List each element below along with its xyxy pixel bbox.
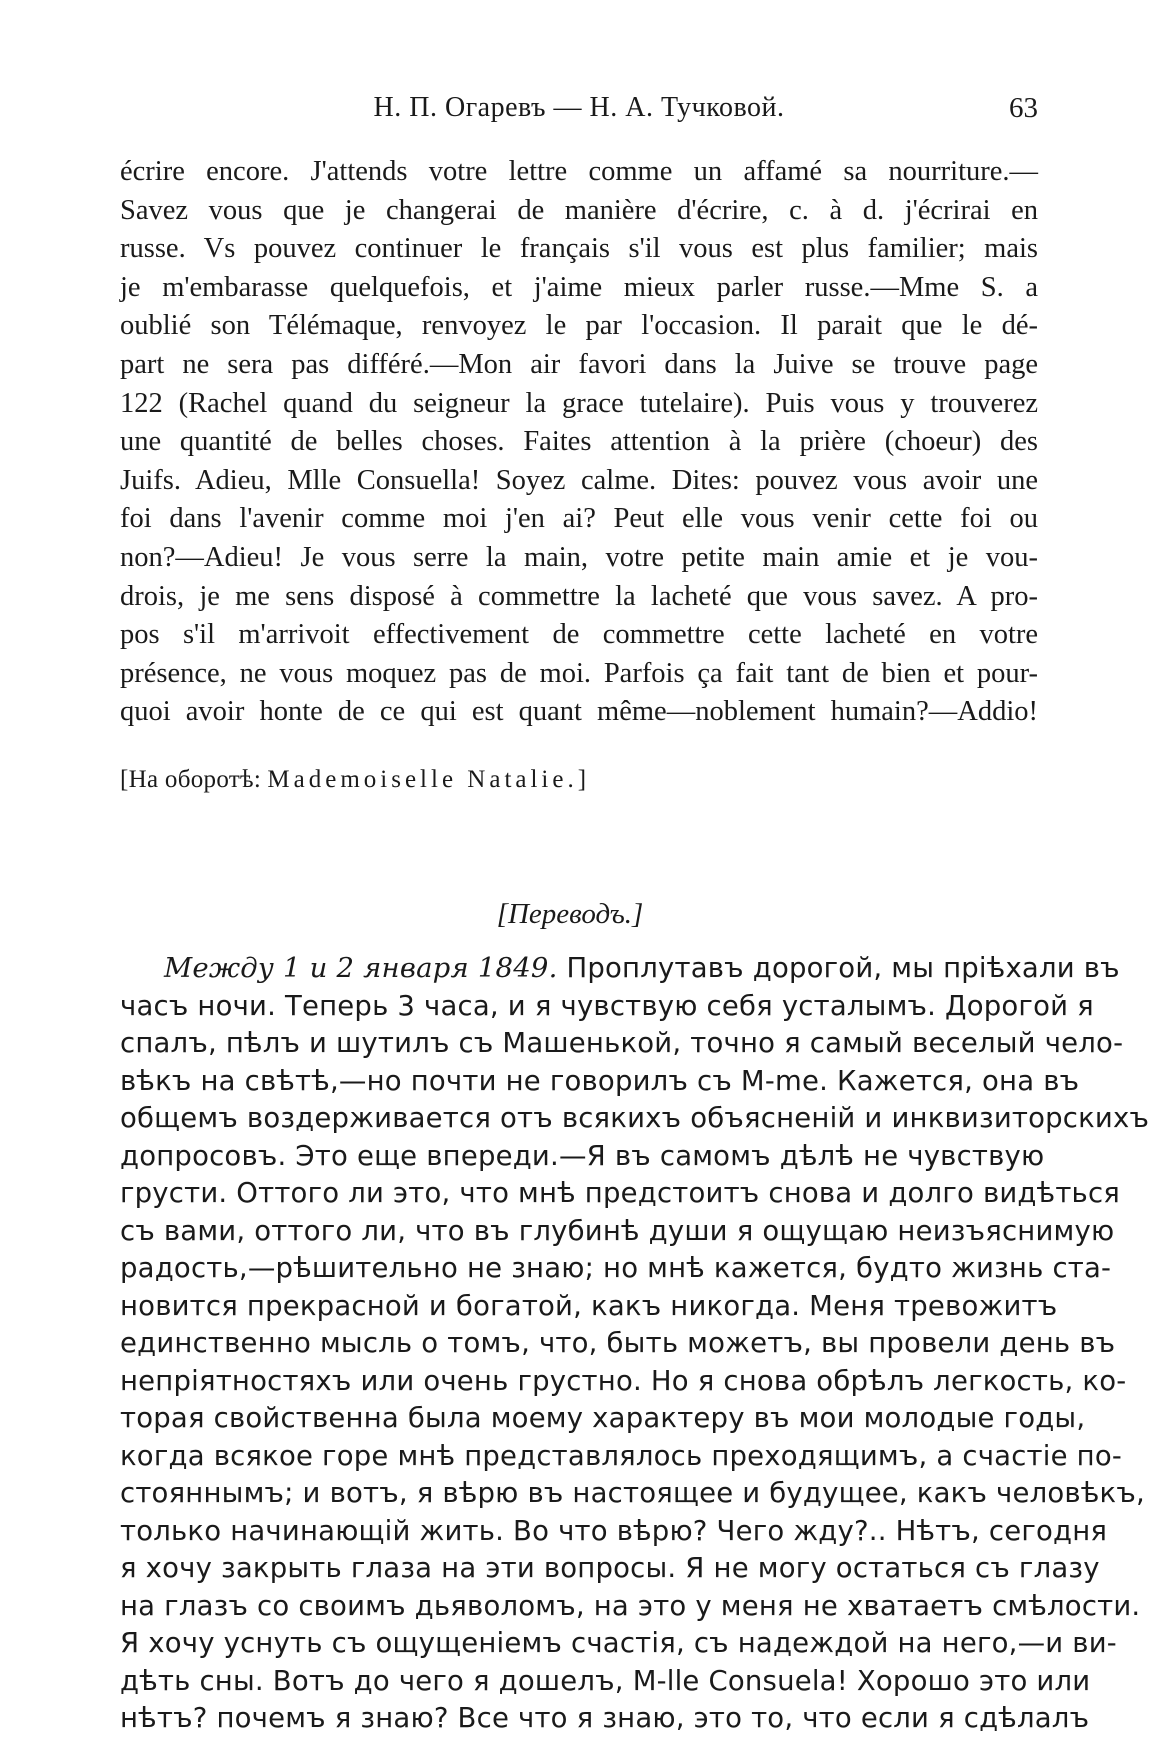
text-line: стояннымъ; и вотъ, я вѣрю въ настоящее и будущее, какъ человѣкъ, (120, 1477, 1145, 1509)
text-line: foi dans l'avenir comme moi j'en ai? Peut elle vous venir cette foi ou (120, 503, 1038, 535)
text-line: когда всякое горе мнѣ представлялось преходящимъ, а счастіе по- (120, 1439, 1122, 1472)
text-line: грусти. Оттого ли это, что мнѣ предстоитъ снова и долго видѣться (120, 1177, 1121, 1209)
text-line: нѣтъ? почемъ я знаю? Все что я знаю, это то, что если я сдѣлалъ (120, 1702, 1090, 1734)
text-line: Savez vous que je changerai de manière d'écrire, c. à d. j'écrirai en (120, 194, 1038, 226)
text-line: вѣкъ на свѣтѣ,—но почти не говорилъ съ M-me. Кажется, она въ (120, 1064, 1080, 1097)
text-line: présence, ne vous moquez pas de moi. Parfois ça fait tant de bien et pour- (120, 657, 1038, 689)
text-line: дѣть сны. Вотъ до чего я дошелъ, M-lle Consuela! Хорошо это или (120, 1664, 1091, 1697)
letter-date: Между 1 и 2 января 1849. (164, 952, 558, 984)
verso-note (120, 766, 590, 794)
verso-addressee: Mademoiselle Natalie.] (267, 766, 591, 793)
text-line: une quantité de belles choses. Faites attention à la prière (choeur) des (120, 426, 1038, 458)
text-line: на глазъ со своимъ дьяволомъ, на это у меня не хватаетъ смѣлости. (120, 1589, 1141, 1622)
text-line: спалъ, пѣлъ и шутилъ съ Машенькой, точно я самый веселый чело- (120, 1027, 1124, 1059)
text-line: écrire encore. J'attends votre lettre comme un affamé sa nourriture.— (120, 156, 1038, 187)
text-line: съ вами, оттого ли, что въ глубинѣ души я ощущаю неизъяснимую (120, 1214, 1115, 1247)
text-line: part ne sera pas différé.—Mon air favori dans la Juive se trouve page (120, 348, 1038, 380)
text-line: Juifs. Adieu, Mlle Consuella! Soyez calme. Dites: pouvez vous avoir une (120, 464, 1038, 496)
text-line: 122 (Rachel quand du seigneur la grace tutelaire). Puis vous y trouverez (120, 387, 1038, 419)
text-line: торая свойственна была моему характеру въ мои молодые годы, (120, 1402, 1086, 1434)
text-line: drois, je me sens disposé à commettre la lacheté que vous savez. A pro- (120, 580, 1038, 612)
text-line: новится прекрасной и богатой, какъ никогда. Меня тревожитъ (120, 1289, 1058, 1322)
french-letter-text (120, 153, 1038, 732)
text-line: единственно мысль о томъ, что, быть можетъ, вы провели день въ (120, 1327, 1116, 1359)
text-line: часъ ночи. Теперь 3 часа, и я чувствую себя усталымъ. Дорогой я (120, 989, 1094, 1022)
text-line: je m'embarasse quelquefois, et j'aime mieux parler russe.—Mme S. a (120, 271, 1038, 303)
text-line: oublié son Télémaque, renvoyez le par l'occasion. Il parait que le dé- (120, 310, 1038, 342)
text-line: russe. Vs pouvez continuer le français s'il vous est plus familier; mais (120, 233, 1038, 265)
page-number: 63 (1009, 92, 1038, 124)
translation-heading: [Переводъ.] (496, 898, 644, 930)
text-line: pos s'il m'arrivoit effectivement de commettre cette lacheté en votre (120, 619, 1038, 651)
text-line: общемъ воздерживается отъ всякихъ объясненій и инквизиторскихъ (120, 1102, 1149, 1134)
russian-translation-text (120, 950, 1149, 1738)
text-line: я хочу закрыть глаза на эти вопросы. Я не могу остаться съ глазу (120, 1552, 1100, 1584)
running-title: Н. П. Огаревъ — Н. А. Тучковой. (373, 92, 785, 123)
first-line-rest: Проплутавъ дорогой, мы пріѣхали въ (566, 952, 1120, 984)
text-line: радость,—рѣшительно не знаю; но мнѣ кажется, будто жизнь ста- (120, 1252, 1112, 1284)
text-line: Я хочу уснуть съ ощущеніемъ счастія, съ надеждой на него,—и ви- (120, 1627, 1117, 1659)
running-head (120, 92, 1038, 132)
verso-label: [На оборотѣ: (120, 766, 262, 793)
text-line: только начинающій жить. Во что вѣрю? Чего жду?.. Нѣтъ, сегодня (120, 1514, 1108, 1547)
text-line-first (120, 950, 1120, 988)
text-line: non?—Adieu! Je vous serre la main, votre petite main amie et je vou- (120, 541, 1038, 573)
text-line: quoi avoir honte de ce qui est quant même—noblement humain?—Addio! (120, 696, 1038, 728)
text-line: допросовъ. Это еще впереди.—Я въ самомъ дѣлѣ не чувствую (120, 1139, 1045, 1172)
text-line: непріятностяхъ или очень грустно. Но я снова обрѣлъ легкость, ко- (120, 1364, 1127, 1397)
